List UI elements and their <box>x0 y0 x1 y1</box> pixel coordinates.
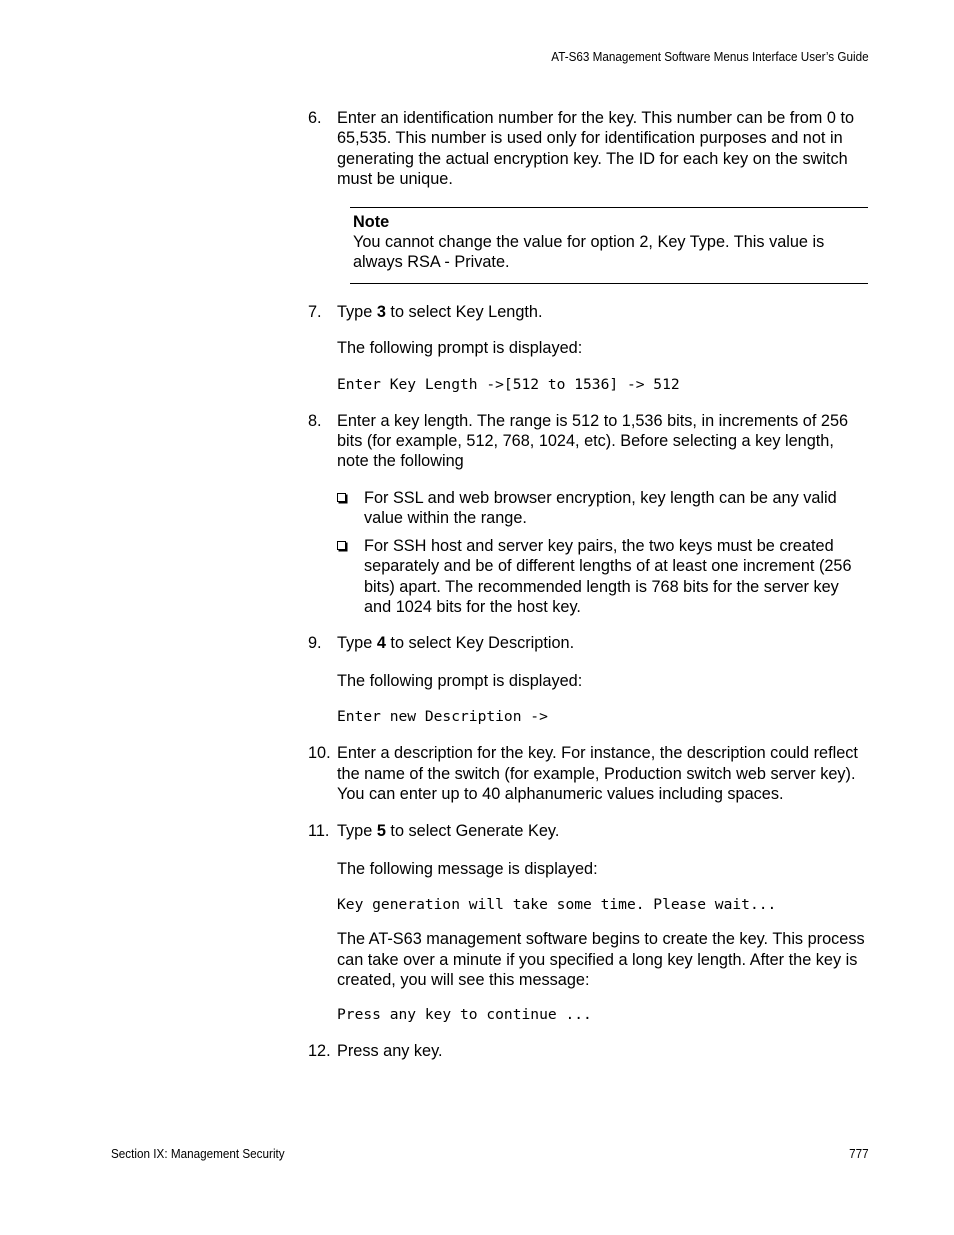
step-key: 5 <box>376 822 386 841</box>
step-9 <box>308 633 868 653</box>
note-box <box>350 207 868 284</box>
message-intro: The following message is displayed: <box>337 859 598 878</box>
footer-section: Section IX: Management Security <box>111 1146 285 1161</box>
step-text-post: to select Generate Key. <box>385 822 560 841</box>
step-10 <box>308 743 868 804</box>
step-6 <box>308 108 868 190</box>
step-text: Enter a key length. The range is 512 to 1,536 bits, in increments of 256 bits (for example, 512, 768, 1024, etc). Before selecting a key length, note the following <box>337 411 849 471</box>
step-text: Enter a description for the key. For instance, the description could reflect the name of the switch (for example, Production switch web server key). You can enter up to 40 alphanumeric values including spaces. <box>337 744 858 803</box>
bullet-item <box>308 536 868 618</box>
code-message: Press any key to continue ... <box>337 1006 592 1024</box>
checkbox-bullet-icon <box>337 493 346 502</box>
step-number: 10. <box>308 744 331 763</box>
note-text: You cannot change the value for option 2, Key Type. This value is always RSA - Private. <box>353 233 825 272</box>
step-text-pre: Type <box>337 822 377 841</box>
code-message: Key generation will take some time. Please wait... <box>337 896 777 914</box>
generation-info: The AT-S63 management software begins to create the key. This process can take over a minute if you specified a long key length. After the key is created, you will see this message: <box>337 930 865 989</box>
step-text: Press any key. <box>337 1042 443 1061</box>
code-prompt: Enter Key Length ->[512 to 1536] -> 512 <box>337 375 680 393</box>
step-number: 12. <box>308 1042 331 1061</box>
step-number: 11. <box>308 822 330 841</box>
step-text-pre: Type <box>337 634 377 653</box>
step-8 <box>308 411 868 472</box>
step-number: 9. <box>308 634 322 653</box>
step-key: 3 <box>376 302 386 321</box>
step-12 <box>308 1041 868 1061</box>
step-number: 7. <box>308 302 322 321</box>
prompt-intro: The following prompt is displayed: <box>337 339 583 358</box>
step-number: 8. <box>308 411 322 430</box>
checkbox-bullet-icon <box>337 541 346 550</box>
page-number: 777 <box>849 1146 869 1161</box>
step-11 <box>308 821 868 841</box>
step-text-pre: Type <box>337 302 377 321</box>
bullet-text: For SSH host and server key pairs, the two keys must be created separately and be of different lengths of at least one increment (256 bits) apart. The recommended length is 768 bits for the server key and 1024 bits for the host key. <box>364 536 852 616</box>
step-text: Enter an identification number for the key. This number can be from 0 to 65,535. This number is used only for identification purposes and not in generating the actual encryption key. The ID for each key on the switch must be unique. <box>337 109 855 189</box>
prompt-intro: The following prompt is displayed: <box>337 671 583 690</box>
page-content <box>308 108 868 1062</box>
running-header: AT-S63 Management Software Menus Interface User’s Guide <box>551 49 869 64</box>
bullet-text: For SSL and web browser encryption, key length can be any valid value within the range. <box>364 488 837 528</box>
note-title: Note <box>353 212 390 231</box>
bullet-item <box>308 488 868 529</box>
step-text-post: to select Key Length. <box>385 302 543 321</box>
step-7 <box>308 302 868 322</box>
step-key: 4 <box>376 634 386 653</box>
step-number: 6. <box>308 109 322 127</box>
code-prompt: Enter new Description -> <box>337 708 548 726</box>
step-text-post: to select Key Description. <box>385 634 575 653</box>
